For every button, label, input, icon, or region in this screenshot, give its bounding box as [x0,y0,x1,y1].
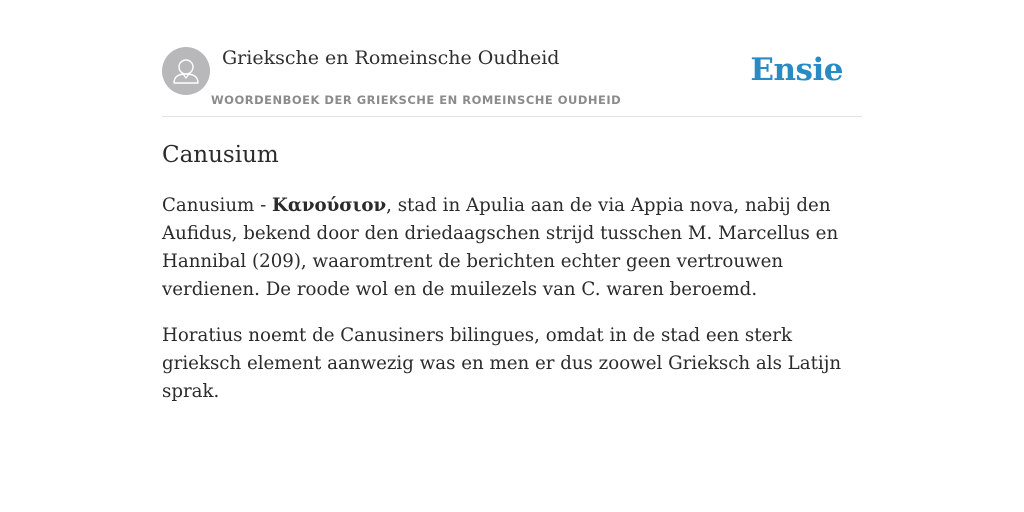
entry-content [162,192,862,424]
source-subtitle: WOORDENBOEK DER GRIEKSCHE EN ROMEINSCHE OUDHEID [211,93,622,107]
source-title-link[interactable]: Grieksche en Romeinsche Oudheid [222,47,560,69]
entry-lead-text: Canusium - [162,195,273,216]
user-avatar-icon [162,47,210,95]
page-header [162,46,862,117]
avatar[interactable] [162,47,210,95]
entry-body-text: , stad in Apulia aan de via Appia nova, nabij den Aufidus, bekend door den driedaagschen strijd tusschen M. Marcellus en Hannibal (209), waaromtrent de berichten echter geen vertrouwen verdienen. De roode wol en de muilezels van C. waren beroemd. [162,195,839,300]
brand-logo-link[interactable]: Ensie [750,52,843,88]
entry-paragraph-1 [162,192,862,304]
entry-paragraph-2: Horatius noemt de Canusiners bilingues, omdat in de stad een sterk grieksch element aanwezig was en men er dus zoowel Grieksch als Latijn sprak. [162,325,842,402]
entry-title: Canusium [162,142,279,168]
greek-term: Κανούσιον [272,195,387,216]
